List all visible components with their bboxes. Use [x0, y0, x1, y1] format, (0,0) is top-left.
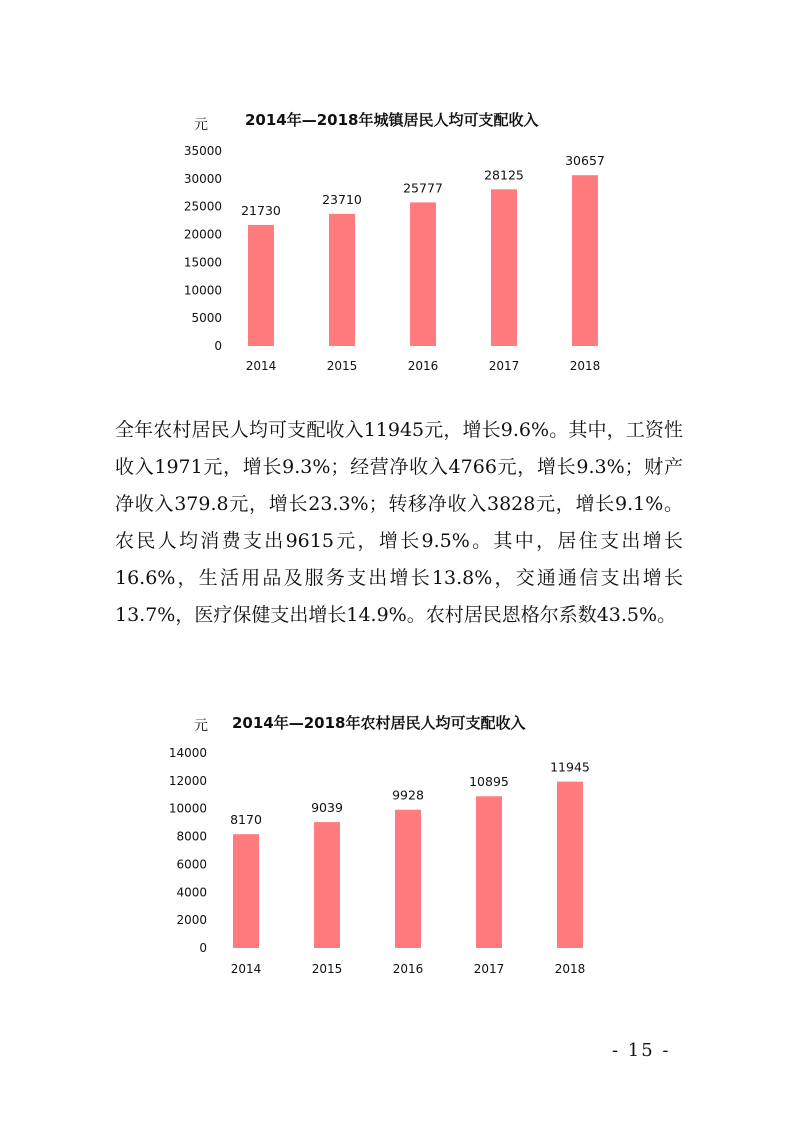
- y-tick-label: 30000: [183, 171, 222, 186]
- x-category-label: 2015: [311, 962, 343, 976]
- data-label: 11945: [550, 759, 590, 775]
- y-tick-label: 0: [199, 941, 207, 955]
- y-tick-label: 5000: [191, 311, 222, 326]
- bar: [491, 189, 517, 346]
- data-label: 28125: [484, 167, 524, 183]
- bar: [329, 214, 355, 346]
- y-tick-label: 10000: [168, 801, 207, 816]
- x-category-label: 2017: [488, 359, 520, 373]
- data-label: 21730: [241, 202, 281, 218]
- y-tick-label: 2000: [176, 913, 207, 928]
- data-label: 25777: [403, 180, 443, 196]
- data-label: 8170: [230, 812, 262, 828]
- bar: [314, 822, 340, 948]
- urban-income-chart-svg: [0, 95, 793, 385]
- bar: [410, 202, 436, 346]
- x-category-label: 2014: [230, 962, 262, 976]
- chart-title: 2014年—2018年农村居民人均可支配收入: [232, 714, 526, 732]
- bar: [572, 175, 598, 346]
- y-tick-label: 0: [214, 339, 222, 353]
- data-label: 10895: [469, 774, 509, 790]
- y-tick-label: 35000: [183, 144, 222, 158]
- x-category-label: 2018: [569, 359, 601, 373]
- x-category-label: 2016: [392, 962, 424, 976]
- x-category-label: 2014: [245, 359, 277, 373]
- x-category-label: 2017: [473, 962, 505, 976]
- y-tick-label: 10000: [183, 283, 222, 298]
- x-category-label: 2016: [407, 359, 439, 373]
- rural-income-chart: [0, 700, 793, 990]
- data-label: 9928: [392, 787, 424, 803]
- data-label: 9039: [311, 800, 343, 816]
- y-tick-label: 4000: [176, 885, 207, 900]
- data-label: 30657: [565, 153, 605, 169]
- x-category-label: 2018: [554, 962, 586, 976]
- y-tick-label: 14000: [168, 746, 207, 760]
- bar: [248, 225, 274, 346]
- chart-unit-label: 元: [194, 718, 208, 734]
- page-number: - 15 -: [612, 1040, 671, 1061]
- y-tick-label: 12000: [168, 773, 207, 788]
- rural-income-chart-svg: [0, 700, 793, 990]
- urban-income-chart: [0, 95, 793, 385]
- y-tick-label: 15000: [183, 255, 222, 270]
- y-tick-label: 6000: [176, 857, 207, 872]
- chart-title: 2014年—2018年城镇居民人均可支配收入: [245, 111, 539, 129]
- y-tick-label: 8000: [176, 829, 207, 844]
- data-label: 23710: [322, 191, 362, 207]
- x-category-label: 2015: [326, 359, 358, 373]
- y-tick-label: 25000: [183, 199, 222, 214]
- bar: [557, 782, 583, 948]
- rural-income-paragraph: 全年农村居民人均可支配收入11945元，增长9.6%。其中，工资性收入1971元，增长9.3%；经营净收入4766元，增长9.3%；财产净收入379.8元，增长23.3%；转移净收入3828元，增长9.1%。农民人均消费支出9615元，增长9.5%。其中，居住支出增长16.6%，生活用品及服务支出增长13.8%，交通通信支出增长13.7%，医疗保健支出增长14.9%。农村居民恩格尔系数43.5%。: [115, 419, 683, 626]
- bar: [476, 796, 502, 948]
- bar: [233, 834, 259, 948]
- y-tick-label: 20000: [183, 227, 222, 242]
- chart-unit-label: 元: [194, 117, 208, 133]
- bar: [395, 810, 421, 948]
